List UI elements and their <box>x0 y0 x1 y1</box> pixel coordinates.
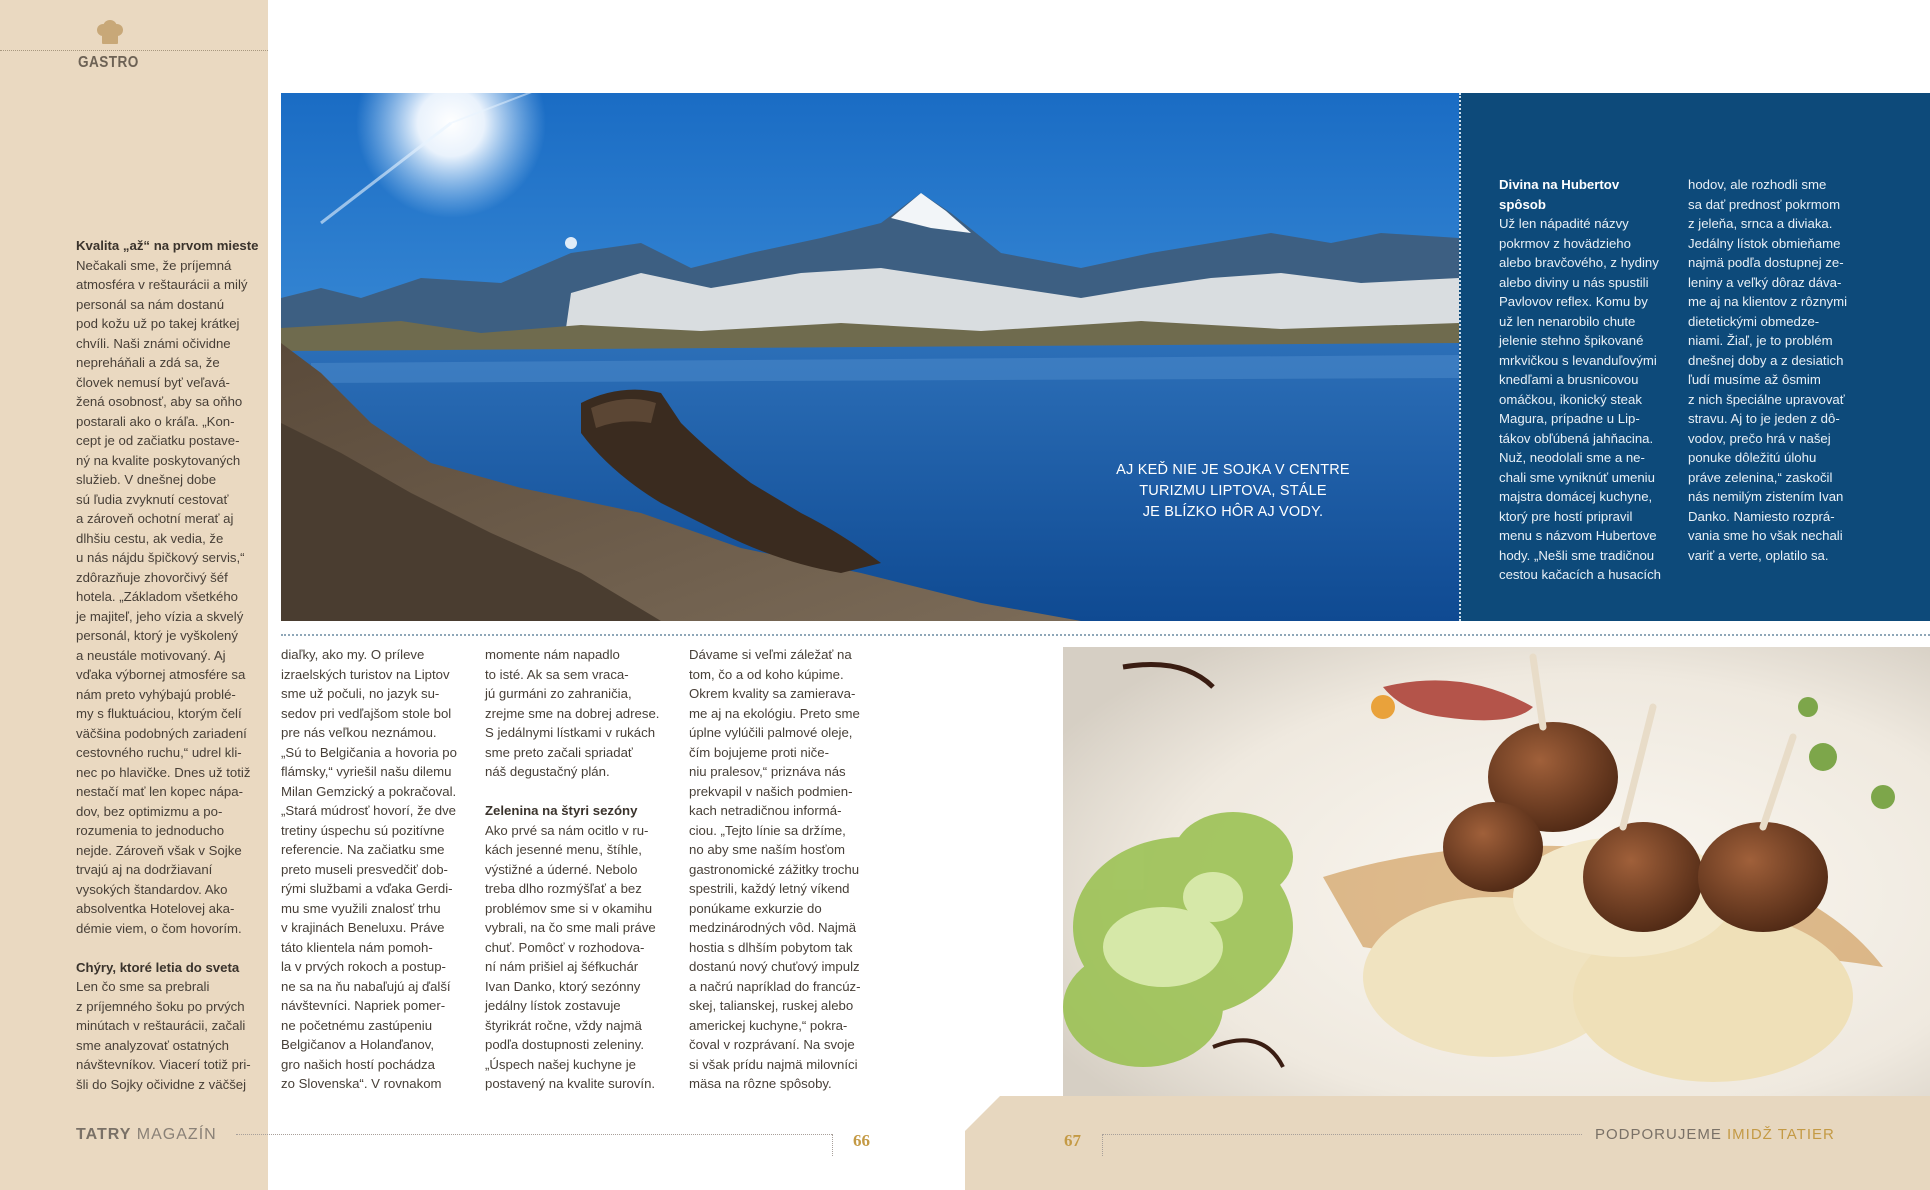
lake-mountain-photo <box>281 93 1459 621</box>
footer-right-tick <box>1102 1134 1103 1156</box>
panel-column-2 <box>1688 175 1863 565</box>
tagline-part-b: IMIDŽ TATIER <box>1727 1126 1835 1143</box>
footer-tagline <box>1595 1126 1835 1143</box>
magazine-name-light: MAGAZÍN <box>131 1126 217 1143</box>
panel-paragraph-2: hodov, ale rozhodli sme sa dať prednosť pokrmom z jeleňa, srnca a diviaka. Jedálny lístok obmieňame najmä podľa dostupnej ze- leniny a veľký dôraz dáva- me aj na klientov z rôznymi dietetickými obmedze- niami. Žiaľ, je to problém dnešnej doby a z desiatich ľudí musíme až ôsmim z nich špeciálne upravovať stravu. Aj to je jeden z dô- vodov, prečo hrá v našej ponuke dôležitú úlohu práve zelenina,“ zaskočil nás nemilým zistením Ivan Danko. Namiesto rozprá- vania sme ho však nechali variť a verte, oplatilo sa. <box>1688 177 1848 563</box>
subheading-rumors: Chýry, ktoré letia do sveta <box>76 959 240 975</box>
subheading-vegetables: Zelenina na štyri sezóny <box>485 803 638 818</box>
column3-paragraph-1: momente nám napadlo to isté. Ak sa sem vraca- jú gurmáni zo zahraničia, zrejme sme na dobrej adrese. S jedálnymi lístkami v rukách sme preto začali spriadať náš degustačný plán. <box>485 647 660 779</box>
panel-paragraph-1: Už len nápadité názvy pokrmov z hovädzieho alebo bravčového, z hydiny alebo diviny u nás spustili Pavlovov reflex. Komu by už len nenarobilo chute jelenie stehno špikované mrkvičkou s levanduľovými knedľami a brusnicovou omáčkou, ikonický steak Magura, prípadne u Lip- tákov obľúbená jahňacina. Nuž, neodolali sme a ne- chali sme vyniknúť umeniu majstra domácej kuchyne, ktorý pre hostí pripravil menu s názvom Hubertove hody. „Nešli sme tradičnou cestou kačacích a husacích <box>1499 216 1662 582</box>
article-column-2 <box>281 645 471 1094</box>
column3-paragraph-2: Ako prvé sa nám ocitlo v ru- kách jesenné menu, štíhle, výstižné a úderné. Nebolo treba dlho rozmýšľať a bez problémov sme si v okamihu vybrali, na čo sme mali práve chuť. Pomôcť v rozhodova- ní nám prišiel aj šéfkuchár Ivan Danko, ktorý sezónny jedálny lístok zostavuje štyrikrát ročne, vždy najmä podľa dostupnosti zeleniny. „Úspech našej kuchyne je postavený na kvalite surovín. <box>485 822 656 1091</box>
column1-paragraph-2: Len čo sme sa prebrali z príjemného šoku po prvých minútach v reštaurácii, začali sme analyzovať ostatných návštevníkov. Viacerí totiž pri- šli do Sojky očividne z väčšej <box>76 979 251 1092</box>
panel-heading: Divina na Hubertov spôsob <box>1499 177 1620 212</box>
column2-paragraph: diaľky, ako my. O príleve izraelských turistov na Liptov sme už počuli, no jazyk su- sedov pri vedľajšom stole bol pre nás veľkou neznámou. „Sú to Belgičania a hovoria po flámsky,“ vyriešil našu dilemu Milan Gemzický a pokračoval. „Stará múdrosť hovorí, že dve tretiny úspechu sú pozitívne referencie. Na začiatku sme preto museli presvedčiť dob- rými službami a vďaka Gerdi- mu sme využili znalosť trhu v krajinách Beneluxu. Práve táto klientela nám pomoh- la v prvých rokoch a postup- ne sa na ňu nabaľujú aj ďalší návštevníci. Napriek pomer- ne početnému zastúpeniu Belgičanov a Holanďanov, gro našich hostí pochádza zo Slovenska“. V rovnakom <box>281 647 457 1091</box>
magazine-name-bold: TATRY <box>76 1126 132 1143</box>
photo-caption: AJ KEĎ NIE JE SOJKA V CENTRE TURIZMU LIPTOVA, STÁLE JE BLÍZKO HÔR AJ VODY. <box>1116 462 1350 520</box>
footer-right-rule <box>1102 1134 1582 1135</box>
section-label: GASTRO <box>78 54 139 71</box>
panel-column-1 <box>1499 175 1674 585</box>
footer-left-rule <box>236 1134 832 1135</box>
footer-right-band <box>965 1096 1930 1190</box>
subheading-quality: Kvalita „až“ na prvom mieste <box>76 238 259 253</box>
article-column-1 <box>76 236 261 1094</box>
chef-hat-icon <box>96 20 124 46</box>
article-column-3 <box>485 645 675 1094</box>
section-divider <box>0 50 268 51</box>
food-dish-photo <box>1063 647 1930 1097</box>
tagline-part-a: PODPORUJEME <box>1595 1126 1728 1143</box>
page-number-left: 66 <box>853 1131 870 1150</box>
article-column-4 <box>689 645 879 1094</box>
horizontal-divider <box>281 634 1930 636</box>
column4-paragraph: Dávame si veľmi záležať na tom, čo a od koho kúpime. Okrem kvality sa zamierava- me aj na ekológiu. Preto sme úplne vylúčili palmové oleje, čím bojujeme proti niče- niu pralesov,“ priznáva nás prekvapil v našich podmien- kach netradičnou informá- ciou. „Tejto línie sa držíme, no aby sme naším hosťom gastronomické zážitky trochu spestrili, každý letný víkend ponúkame exkurzie do medzinárodných vôd. Najmä hostia s dlhším pobytom tak dostanú nový chuťový impulz a načrú napríklad do francúz- skej, talianskej, ruskej alebo americkej kuchyne,“ pokra- čoval v rozprávaní. Na svoje si však prídu najmä milovníci mäsa na rôzne spôsoby. <box>689 647 861 1091</box>
panel-divider <box>1459 93 1461 621</box>
magazine-name <box>76 1126 217 1144</box>
page-number-right: 67 <box>1064 1131 1081 1150</box>
column1-paragraph-1: Nečakali sme, že príjemná atmosféra v reštaurácii a milý personál sa nám dostanú pod kožu už po takej krátkej chvíli. Naši známi očividne nepreháňali a zdá sa, že človek nemusí byť veľavá- žená osobnosť, aby sa oňho postarali ako o kráľa. „Kon- cept je od začiatku postave- ný na kvalite poskytovaných služieb. V dnešnej dobe sú ľudia zvyknutí cestovať a zároveň ochotní merať aj dlhšiu cestu, ak vedia, že u nás nájdu špičkový servis,“ zdôrazňuje zhovorčivý šéf hotela. „Základom všetkého je majiteľ, jeho vízia a skvelý personál, ktorý je vyškolený a neustále motivovaný. Aj vďaka výbornej atmosfére sa nám preto vyhýbajú problé- my s fluktuáciou, ktorým čelí väčšina podobných zariadení cestovného ruchu,“ udrel kli- nec po hlavičke. Dnes už totiž nestačí mať len kopec nápa- dov, bez optimizmu a po- rozumenia to jednoducho nejde. Zároveň však v Sojke trvajú aj na dodržiavaní vysokých štandardov. Ako absolventka Hotelovej aka- démie viem, o čom hovorím. <box>76 257 251 936</box>
sidebar-story-panel <box>1459 93 1930 621</box>
footer-left-tick <box>832 1134 833 1156</box>
